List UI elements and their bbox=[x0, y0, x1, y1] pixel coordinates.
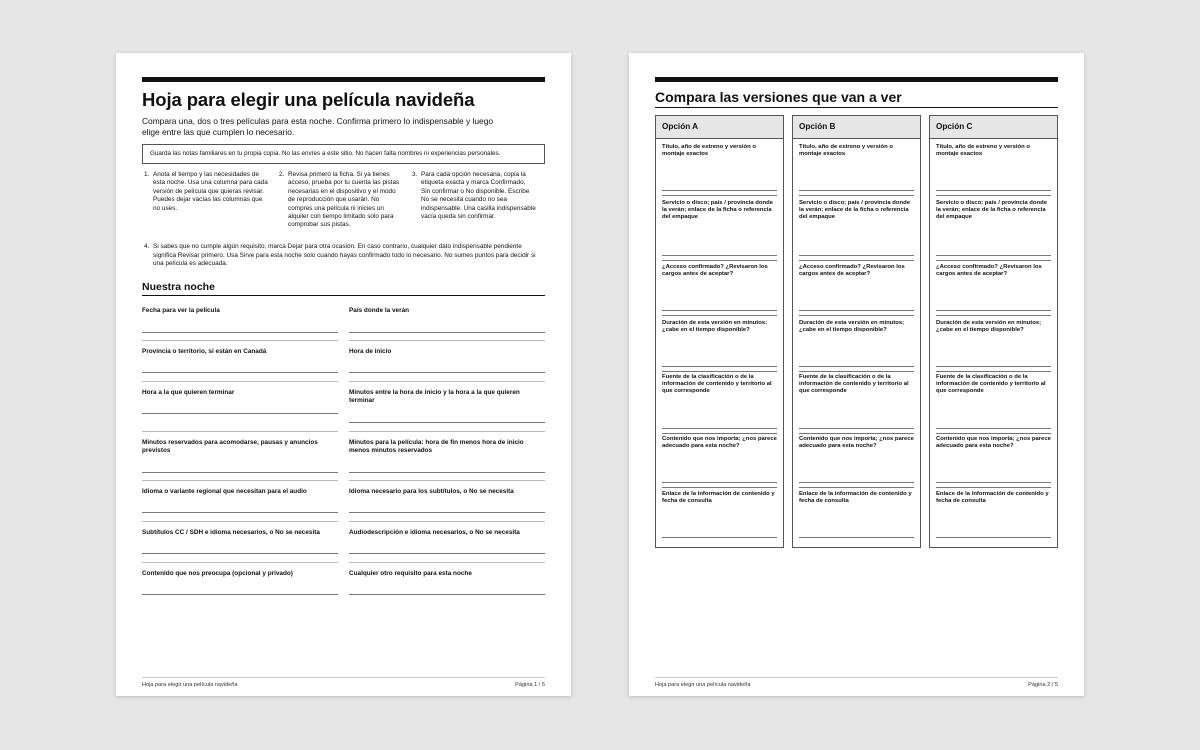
cell-label: ¿Acceso confirmado? ¿Revisaron los cargos antes de aceptar? bbox=[799, 264, 905, 278]
option-cell[interactable] bbox=[936, 436, 1051, 450]
instruction-step bbox=[142, 171, 268, 213]
option-cell[interactable] bbox=[936, 491, 1051, 505]
form-field[interactable] bbox=[349, 389, 545, 406]
option-column-c bbox=[929, 115, 1058, 548]
step-text: Revisa primero la ficha. Si ya tienes acceso, prueba por tu cuenta las pistas necesarias en el dispositivo y el modo de reproducción que usarán. No compres una película ni inicies un alquiler con tiempo limitado solo para comprobar sus pistas. bbox=[288, 171, 400, 229]
field-label: Hora a la que quieren terminar bbox=[142, 389, 235, 396]
answer-line[interactable] bbox=[349, 332, 545, 333]
option-cell[interactable] bbox=[662, 320, 777, 334]
field-divider bbox=[142, 340, 338, 341]
page-footer bbox=[655, 677, 1058, 688]
cell-label: Fuente de la clasificación o de la información de contenido y territorio al que corresponde bbox=[936, 374, 1046, 395]
form-field[interactable] bbox=[142, 488, 338, 496]
form-field[interactable] bbox=[349, 348, 545, 356]
step-number: 4. bbox=[144, 243, 150, 250]
worksheet-page-2 bbox=[629, 53, 1084, 696]
cell-label: Duración de esta versión en minutos; ¿cabe en el tiempo disponible? bbox=[662, 320, 768, 334]
section-title: Nuestra noche bbox=[142, 281, 545, 296]
intro-text: Compara una, dos o tres películas para esta noche. Confirma primero lo indispensable y luego elige entre las que cumplen lo necesario. bbox=[142, 116, 494, 137]
answer-line[interactable] bbox=[662, 190, 777, 191]
option-header: Opción B bbox=[793, 116, 920, 139]
instruction-step bbox=[277, 171, 403, 230]
answer-line[interactable] bbox=[662, 195, 777, 196]
form-field[interactable] bbox=[349, 307, 545, 333]
answer-line[interactable] bbox=[799, 371, 914, 372]
instructions bbox=[142, 171, 545, 237]
field-label: Idioma o variante regional que necesitan para el audio bbox=[142, 488, 307, 495]
option-cell[interactable] bbox=[799, 200, 914, 221]
answer-line[interactable] bbox=[662, 537, 777, 538]
answer-line[interactable] bbox=[936, 255, 1051, 256]
cell-label: Servicio o disco; país / provincia donde la verán; enlace de la ficha o referencia del empaque bbox=[662, 200, 773, 221]
answer-line[interactable] bbox=[662, 255, 777, 256]
footer-title: Hoja para elegir una película navideña bbox=[655, 682, 751, 688]
step-number: 1. bbox=[144, 171, 150, 178]
answer-line[interactable] bbox=[936, 537, 1051, 538]
field-label: Subtítulos CC / SDH e idioma necesarios, o No se necesita bbox=[142, 529, 320, 536]
answer-line[interactable] bbox=[936, 315, 1051, 316]
answer-line[interactable] bbox=[662, 482, 777, 483]
footer-title: Hoja para elegir una película navideña bbox=[142, 682, 238, 688]
step-number: 3. bbox=[412, 171, 418, 178]
answer-line[interactable] bbox=[799, 195, 914, 196]
step-text: Si sabes que no cumple algún requisito, marca Dejar para otra ocasión. En caso contrario, cualquier dato indispensable pendiente significa Revisar primero. Usa Sirve para esta noche solo cuando hayas confirmado todo lo necesario. No sumes puntos para decidir si una película es adecuada. bbox=[153, 243, 536, 268]
answer-line[interactable] bbox=[142, 472, 338, 473]
answer-line[interactable] bbox=[349, 512, 545, 513]
option-cell[interactable] bbox=[799, 144, 914, 158]
answer-line[interactable] bbox=[799, 428, 914, 429]
cell-label: Enlace de la información de contenido y fecha de consulta bbox=[799, 491, 912, 505]
step-text: Anota el tiempo y las necesidades de esta noche. Usa una columna para cada versión de película que quieras revisar. Puedes dejar vacías las columnas que no uses. bbox=[153, 171, 268, 212]
field-label: Hora de inicio bbox=[349, 348, 392, 355]
answer-line[interactable] bbox=[799, 190, 914, 191]
form-field[interactable] bbox=[349, 439, 545, 456]
answer-line[interactable] bbox=[799, 315, 914, 316]
cell-label: Duración de esta versión en minutos; ¿cabe en el tiempo disponible? bbox=[799, 320, 905, 334]
form-field[interactable] bbox=[142, 439, 338, 456]
answer-line[interactable] bbox=[662, 310, 777, 311]
field-divider bbox=[349, 381, 545, 382]
answer-line[interactable] bbox=[349, 594, 545, 595]
answer-line[interactable] bbox=[799, 433, 914, 434]
answer-line[interactable] bbox=[349, 553, 545, 554]
cell-label: Título, año de estreno y versión o montaje exactos bbox=[799, 144, 893, 158]
cell-label: Contenido que nos importa; ¿nos parece adecuado para esta noche? bbox=[662, 436, 777, 450]
worksheet-page-1 bbox=[116, 53, 571, 696]
field-divider bbox=[142, 381, 338, 382]
instruction-step bbox=[142, 243, 541, 269]
option-cell[interactable] bbox=[936, 144, 1051, 158]
form-field[interactable] bbox=[142, 529, 338, 537]
answer-line[interactable] bbox=[662, 428, 777, 429]
privacy-note: Guarda las notas familiares en tu propia copia. No las envíes a este sitio. No hacen falta nombres ni experiencias personales. bbox=[142, 144, 545, 164]
field-label: Contenido que nos preocupa (opcional y privado) bbox=[142, 570, 293, 577]
option-cell[interactable] bbox=[799, 436, 914, 450]
cell-label: ¿Acceso confirmado? ¿Revisaron los cargos antes de aceptar? bbox=[936, 264, 1042, 278]
cell-label: Enlace de la información de contenido y fecha de consulta bbox=[662, 491, 775, 505]
answer-line[interactable] bbox=[142, 332, 338, 333]
answer-line[interactable] bbox=[936, 366, 1051, 367]
option-cell[interactable] bbox=[799, 374, 914, 395]
cell-label: Fuente de la clasificación o de la información de contenido y territorio al que corresponde bbox=[799, 374, 909, 395]
page-title: Hoja para elegir una película navideña bbox=[142, 89, 475, 110]
field-divider bbox=[349, 480, 545, 481]
answer-line[interactable] bbox=[936, 190, 1051, 191]
field-label: Minutos para la película: hora de fin menos hora de inicio menos minutos reservados bbox=[349, 439, 524, 455]
form-field[interactable] bbox=[142, 307, 338, 333]
option-cell[interactable] bbox=[662, 491, 777, 505]
page-number: Página 2 / 5 bbox=[1028, 682, 1058, 688]
option-cell[interactable] bbox=[936, 264, 1051, 278]
field-label: Idioma necesario para los subtítulos, o No se necesita bbox=[349, 488, 514, 495]
option-cell[interactable] bbox=[936, 200, 1051, 221]
answer-line[interactable] bbox=[142, 413, 338, 414]
answer-line[interactable] bbox=[936, 482, 1051, 483]
field-label: Minutos reservados para acomodarse, pausas y anuncios previstos bbox=[142, 439, 318, 455]
answer-line[interactable] bbox=[799, 260, 914, 261]
answer-line[interactable] bbox=[662, 366, 777, 367]
form-field[interactable] bbox=[349, 529, 545, 537]
field-divider bbox=[142, 480, 338, 481]
answer-line[interactable] bbox=[936, 428, 1051, 429]
cell-label: Servicio o disco; país / provincia donde la verán; enlace de la ficha o referencia del empaque bbox=[799, 200, 910, 221]
answer-line[interactable] bbox=[936, 310, 1051, 311]
answer-line[interactable] bbox=[142, 553, 338, 554]
field-divider bbox=[349, 562, 545, 563]
field-divider bbox=[349, 431, 545, 432]
field-divider bbox=[349, 340, 545, 341]
answer-line[interactable] bbox=[799, 487, 914, 488]
answer-line[interactable] bbox=[142, 512, 338, 513]
field-divider bbox=[142, 562, 338, 563]
answer-line[interactable] bbox=[662, 260, 777, 261]
option-header: Opción A bbox=[656, 116, 783, 139]
step-number: 2. bbox=[279, 171, 285, 178]
answer-line[interactable] bbox=[799, 255, 914, 256]
answer-line[interactable] bbox=[936, 260, 1051, 261]
cell-label: Fuente de la clasificación o de la información de contenido y territorio al que corresponde bbox=[662, 374, 772, 395]
answer-line[interactable] bbox=[936, 433, 1051, 434]
answer-line[interactable] bbox=[349, 472, 545, 473]
answer-line[interactable] bbox=[799, 310, 914, 311]
field-label: Audiodescripción e idioma necesarios, o No se necesita bbox=[349, 529, 520, 536]
option-cell[interactable] bbox=[936, 320, 1051, 334]
cell-label: Servicio o disco; país / provincia donde la verán; enlace de la ficha o referencia del empaque bbox=[936, 200, 1047, 221]
option-column-a bbox=[655, 115, 784, 548]
option-cell[interactable] bbox=[662, 200, 777, 221]
answer-line[interactable] bbox=[799, 537, 914, 538]
answer-line[interactable] bbox=[662, 487, 777, 488]
form-field[interactable] bbox=[142, 570, 338, 578]
answer-line[interactable] bbox=[799, 482, 914, 483]
option-cell[interactable] bbox=[799, 320, 914, 334]
page-title: Compara las versiones que van a ver bbox=[655, 89, 1058, 108]
form-field[interactable] bbox=[142, 348, 338, 356]
field-label: Provincia o territorio, si están en Canadá bbox=[142, 348, 267, 355]
instruction-step bbox=[410, 171, 536, 221]
field-divider bbox=[142, 431, 338, 432]
cell-label: Enlace de la información de contenido y fecha de consulta bbox=[936, 491, 1049, 505]
field-label: Cualquier otro requisito para esta noche bbox=[349, 570, 472, 577]
answer-line[interactable] bbox=[799, 366, 914, 367]
answer-line[interactable] bbox=[936, 371, 1051, 372]
option-cell[interactable] bbox=[799, 491, 914, 505]
answer-line[interactable] bbox=[662, 315, 777, 316]
answer-line[interactable] bbox=[662, 371, 777, 372]
page-number: Página 1 / 5 bbox=[515, 682, 545, 688]
field-divider bbox=[142, 521, 338, 522]
answer-line[interactable] bbox=[349, 372, 545, 373]
answer-line[interactable] bbox=[349, 422, 545, 423]
answer-line[interactable] bbox=[936, 195, 1051, 196]
option-column-b bbox=[792, 115, 921, 548]
option-cell[interactable] bbox=[799, 264, 914, 278]
step-text: Para cada opción necesaria, copia la etiqueta exacta y marca Confirmado, Sin confirmar o No disponible. Escribe No se necesita cuando no sea indispensable. Una casilla indispensable vacía queda sin confirmar. bbox=[421, 171, 536, 221]
answer-line[interactable] bbox=[142, 594, 338, 595]
cell-label: Título, año de estreno y versión o montaje exactos bbox=[662, 144, 756, 158]
field-label: Minutos entre la hora de inicio y la hora a la que quieren terminar bbox=[349, 389, 520, 405]
cell-label: Título, año de estreno y versión o montaje exactos bbox=[936, 144, 1030, 158]
option-cell[interactable] bbox=[662, 144, 777, 158]
cell-label: Duración de esta versión en minutos; ¿cabe en el tiempo disponible? bbox=[936, 320, 1042, 334]
option-cell[interactable] bbox=[662, 264, 777, 278]
option-header: Opción C bbox=[930, 116, 1057, 139]
cell-label: ¿Acceso confirmado? ¿Revisaron los cargos antes de aceptar? bbox=[662, 264, 768, 278]
cell-label: Contenido que nos importa; ¿nos parece adecuado para esta noche? bbox=[799, 436, 914, 450]
answer-line[interactable] bbox=[662, 433, 777, 434]
answer-line[interactable] bbox=[936, 487, 1051, 488]
cell-label: Contenido que nos importa; ¿nos parece adecuado para esta noche? bbox=[936, 436, 1051, 450]
field-label: País donde la verán bbox=[349, 307, 410, 314]
form-field[interactable] bbox=[349, 488, 545, 496]
page-footer bbox=[142, 677, 545, 688]
option-cell[interactable] bbox=[936, 374, 1051, 395]
form-field[interactable] bbox=[349, 570, 545, 578]
field-label: Fecha para ver la película bbox=[142, 307, 220, 314]
option-cell[interactable] bbox=[662, 374, 777, 395]
option-cell[interactable] bbox=[662, 436, 777, 450]
top-rule bbox=[142, 77, 545, 82]
form-field[interactable] bbox=[142, 389, 338, 397]
field-divider bbox=[349, 521, 545, 522]
top-rule bbox=[655, 77, 1058, 82]
answer-line[interactable] bbox=[142, 372, 338, 373]
